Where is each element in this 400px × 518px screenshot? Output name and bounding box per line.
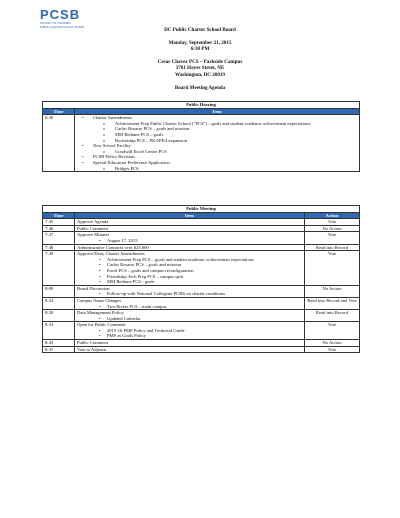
- hearing-col-time: Time: [43, 108, 75, 115]
- hearing-subitem: o Carlos Rosario PCS – goals and mission: [77, 126, 357, 132]
- meeting-row: [43, 285, 360, 297]
- meeting-subitem: • Updated Calendar: [77, 316, 302, 322]
- logo-subtitle-1: DISTRICT OF COLUMBIA: [40, 22, 71, 25]
- meeting-subitem: • PMF as Goals Policy: [77, 333, 302, 339]
- meeting-subitem-list: [77, 328, 302, 339]
- meeting-row-time: 8:28: [43, 310, 75, 322]
- meeting-row-action: Vote: [305, 251, 360, 286]
- meeting-row-item: Open for Public Comment: [77, 322, 126, 328]
- meeting-row-item-cell: [75, 219, 305, 226]
- hearing-subitem: o Bridges PCS: [77, 166, 357, 172]
- agenda-title: Board Meeting Agenda: [174, 84, 226, 91]
- meeting-row: [43, 340, 360, 347]
- meeting-subitem-list: [77, 238, 302, 244]
- meeting-subitem: • 2015-16 PMF Policy and Technical Guide: [77, 328, 302, 334]
- meeting-subitem: • Carlos Rosario PCS – goals and mission: [77, 262, 302, 268]
- meeting-row-action: Vote: [305, 219, 360, 226]
- meeting-row-item: Board Discussion: [77, 285, 110, 291]
- meeting-row-item-cell: [75, 322, 305, 340]
- meeting-time: 6:30 PM: [190, 46, 210, 53]
- hearing-item: • New School Facility: [77, 143, 357, 149]
- meeting-row-item-cell: [75, 232, 305, 244]
- meeting-row-item-cell: [75, 340, 305, 347]
- hearing-col-item: Item: [75, 108, 360, 115]
- meeting-row-action: Read into Record and Vote: [305, 297, 360, 309]
- meeting-row: [43, 346, 360, 353]
- meeting-subitem: • Two Rivers PCS – main campus: [77, 304, 302, 310]
- meeting-row-item: Vote to Adjourn: [77, 346, 107, 352]
- meeting-row-time: 7:47: [43, 232, 75, 244]
- venue-city: Washington, DC 20019: [175, 71, 225, 78]
- hearing-subitem: o Goodwill Excel Center PCS: [77, 149, 357, 155]
- meeting-subitem-list: [77, 291, 302, 297]
- meeting-subitem: • Achievement Prep PCS – goals and student academic achievement expectations: [77, 257, 302, 263]
- meeting-subitem: • MM Bethune PCS - goals: [77, 279, 302, 285]
- meeting-row-item: Approve/Deny Charter Amendments: [77, 251, 145, 257]
- meeting-row-action: Vote: [305, 322, 360, 340]
- meeting-row-time: 7:46: [43, 225, 75, 232]
- meeting-row-item: Data Management Policy: [77, 310, 124, 316]
- meeting-row: [43, 232, 360, 244]
- meeting-row-action: No Action: [305, 340, 360, 347]
- meeting-col-time: Time: [43, 212, 75, 219]
- meeting-row-time: 7:49: [43, 251, 75, 286]
- logo-subtitle-2: PUBLIC CHARTER SCHOOL BOARD: [40, 26, 85, 30]
- hearing-item: • PCSB Policy Revision: [77, 154, 357, 160]
- meeting-row-item-cell: [75, 285, 305, 297]
- meeting-row-item: Public Comment: [77, 225, 109, 231]
- hearing-item-list: [77, 115, 357, 171]
- meeting-col-action: Action: [305, 212, 360, 219]
- meeting-row-action: No Action: [305, 225, 360, 232]
- meeting-subitem-list: [77, 304, 302, 310]
- venue-name: Cesar Chavez PCS – Parkside Campus: [157, 58, 243, 65]
- meeting-row-item: Approve Minutes: [77, 232, 110, 238]
- hearing-subitem: o Rocketship PCS – PK3/PK4 expansion: [77, 138, 357, 144]
- public-hearing-table: [42, 101, 360, 172]
- meeting-date: Monday, September 21, 2015: [168, 39, 232, 46]
- meeting-row-time: 8:33: [43, 322, 75, 340]
- meeting-row: [43, 225, 360, 232]
- logo-wordmark: PCSB: [40, 7, 81, 22]
- public-meeting-table: [42, 205, 360, 353]
- meeting-row-time: 8:24: [43, 297, 75, 309]
- meeting-subitem-list: [77, 316, 302, 322]
- meeting-row: [43, 244, 360, 251]
- meeting-row-time: 7:48: [43, 244, 75, 251]
- meeting-subitem: • Friendship Tech Prep PCS – campus split: [77, 274, 302, 280]
- meeting-row-item-cell: [75, 346, 305, 353]
- meeting-row: [43, 322, 360, 340]
- meeting-row-time: 8:43: [43, 340, 75, 347]
- meeting-row-action: No Action: [305, 285, 360, 297]
- meeting-row-item: Campus Name Changes: [77, 297, 122, 303]
- meeting-row-action: Vote: [305, 232, 360, 244]
- meeting-row-item: Public Comment: [77, 340, 109, 346]
- meeting-row-action: Read into Record: [305, 310, 360, 322]
- hearing-item: • Charter Amendments: [77, 115, 357, 121]
- hearing-subitem: o MM Bethune PCS – goals: [77, 132, 357, 138]
- meeting-row: [43, 251, 360, 286]
- meeting-subitem: • Excel PCS – goals and campus reconfiguration: [77, 268, 302, 274]
- hearing-subitem: o Achievement Prep Public Charter School ("PCS") – goals and student academic achievement expectations: [77, 121, 357, 127]
- meeting-subitem: • Follow-up with National Collegiate PCHS on charter conditions: [77, 291, 302, 297]
- document-header: [0, 27, 400, 91]
- meeting-row-item: Administrative Contracts over $25,000: [77, 244, 149, 250]
- meeting-subitem-list: [77, 257, 302, 285]
- meeting-row-item-cell: [75, 225, 305, 232]
- meeting-row-action: Read into Record: [305, 244, 360, 251]
- venue-street: 3701 Hayes Street, NE: [175, 65, 225, 72]
- meeting-subitem: • August 17, 2015: [77, 238, 302, 244]
- hearing-title: Public Hearing: [43, 102, 360, 109]
- meeting-row-time: 8:09: [43, 285, 75, 297]
- hearing-item: • Special Education Preference Application: [77, 160, 357, 166]
- org-name: DC Public Charter School Board: [164, 27, 236, 33]
- meeting-row-item: Approve Agenda: [77, 219, 109, 225]
- meeting-row-time: 7:45: [43, 219, 75, 226]
- meeting-row-time: 8:47: [43, 346, 75, 353]
- meeting-row-item-cell: [75, 251, 305, 286]
- meeting-row-item-cell: [75, 297, 305, 309]
- meeting-row-item-cell: [75, 244, 305, 251]
- meeting-rows: [43, 219, 360, 353]
- meeting-row: [43, 297, 360, 309]
- meeting-row: [43, 310, 360, 322]
- meeting-row-action: Vote: [305, 346, 360, 353]
- hearing-time: 6:30: [43, 115, 75, 172]
- meeting-row: [43, 219, 360, 226]
- meeting-col-item: Item: [75, 212, 305, 219]
- meeting-title: Public Meeting: [43, 206, 360, 213]
- meeting-row-item-cell: [75, 310, 305, 322]
